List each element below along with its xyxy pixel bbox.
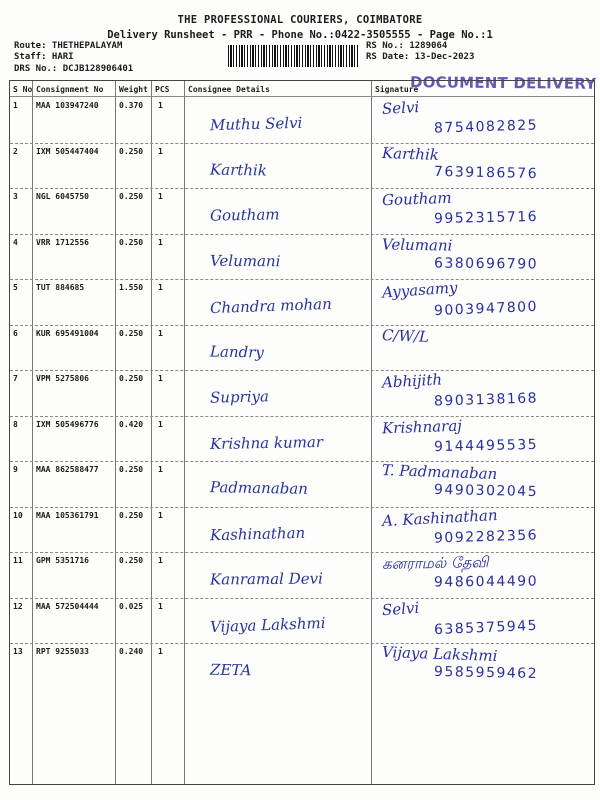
row-sno: 10 [13,510,23,520]
row-consignee-name: Muthu Selvi [209,113,303,135]
row-weight: 0.250 [119,237,144,247]
row-sno: 6 [13,328,18,338]
row-consignee-name: ZETA [209,660,252,680]
row-phone: 8903138168 [433,390,539,410]
row-consignment-no: GPM 5351716 [36,556,89,565]
row-weight: 0.250 [119,374,144,383]
row-pcs: 1 [158,146,163,156]
row-sno: 1 [13,101,18,110]
row-sno: 11 [13,556,23,565]
row-signature: Abhijith [381,370,443,392]
row-consignee-name: Supriya [209,387,270,407]
col-sno: S No [13,85,33,94]
row-consignee-name: Kashinathan [209,523,306,544]
row-consignee-name: Vijaya Lakshmi [209,613,326,636]
row-consignee-name: Goutham [209,205,280,225]
row-sno: 3 [13,192,18,201]
staff-label: Staff: HARI [14,52,74,62]
runsheet-table [9,80,595,785]
drs-label: DRS No.: DCJB128906401 [14,64,134,74]
row-signature: A. Kashinathan [381,505,498,530]
row-consignee-name: Padmanaban [209,478,309,498]
row-pcs: 1 [158,419,163,429]
route-label: Route: THETHEPALAYAM [14,41,123,51]
row-weight: 0.370 [119,101,144,110]
row-sno: 8 [13,419,18,429]
row-consignment-no: MAA 105361791 [36,510,99,520]
row-pcs: 1 [158,328,163,338]
row-signature: Selvi [381,98,420,118]
runsheet-subtitle: Delivery Runsheet - PRR - Phone No.:0422-3505555 - Page No.:1 [107,29,493,41]
row-weight: 0.240 [119,647,144,656]
row-consignment-no: NGL 6045750 [36,192,89,201]
row-consignment-no: VPM 5275806 [36,374,89,383]
row-phone: 9144495535 [433,436,539,455]
row-signature: Vijaya Lakshmi [381,642,498,666]
row-sno: 7 [13,374,18,383]
row-weight: 0.250 [119,146,144,156]
row-consignee-name: Krishna kumar [209,432,324,453]
row-consignment-no: TUT 884685 [36,283,85,292]
row-consignment-no: VRR 1712556 [36,237,89,247]
row-sno: 12 [13,601,23,611]
row-phone: 9003947800 [433,298,539,320]
col-consignment: Consignment No [36,85,104,94]
row-signature: Ayyasamy [381,278,459,302]
document-delivery-stamp: DOCUMENT DELIVERY [409,73,597,93]
row-consignee-name: Chandra mohan [209,294,333,318]
row-pcs: 1 [158,283,163,292]
row-sno: 2 [13,146,18,156]
row-signature: கனராமல் தேவி [381,553,489,573]
row-signature: Karthik [381,143,440,164]
row-pcs: 1 [158,647,163,656]
row-pcs: 1 [158,556,163,565]
row-weight: 0.250 [119,556,144,565]
row-phone: 7639186576 [433,163,539,182]
row-sno: 4 [13,237,18,247]
row-pcs: 1 [158,374,163,383]
company-title: THE PROFESSIONAL COURIERS, COIMBATORE [177,14,423,26]
row-phone: 8754082825 [433,117,539,137]
row-consignment-no: IXM 505447404 [36,146,99,156]
rs-number: RS No.: 1289064 [366,41,448,51]
row-weight: 0.250 [119,465,144,474]
col-signature: Signature [375,85,419,94]
row-sno: 13 [13,647,23,656]
row-weight: 0.420 [119,419,144,429]
row-pcs: 1 [158,465,163,474]
row-pcs: 1 [158,101,163,110]
row-consignment-no: MAA 862588477 [36,465,99,474]
row-consignment-no: IXM 505496776 [36,419,99,429]
row-consignee-name: Landry [209,342,264,361]
row-signature: T. Padmanaban [381,460,498,484]
row-signature: C/W/L [381,325,430,346]
barcode [228,45,360,67]
row-signature: Selvi [381,598,420,619]
row-signature: Goutham [381,188,452,210]
row-phone: 6380696790 [433,254,539,273]
row-consignment-no: MAA 103947240 [36,101,99,110]
row-sno: 5 [13,283,18,292]
row-weight: 0.250 [119,510,144,520]
row-phone: 9585959462 [433,663,539,683]
row-consignment-no: RPT 9255033 [36,647,89,656]
row-phone: 9490302045 [433,481,539,501]
row-consignee-name: Karthik [209,160,268,179]
row-phone: 9092282356 [433,526,539,547]
row-pcs: 1 [158,510,163,520]
rs-date: RS Date: 13-Dec-2023 [366,52,475,62]
row-phone: 9952315716 [433,208,539,228]
col-pcs: PCS [155,85,170,94]
row-weight: 0.250 [119,328,144,338]
row-sno: 9 [13,465,18,474]
row-phone: 9486044490 [433,573,539,591]
row-consignment-no: MAA 572504444 [36,601,99,611]
row-pcs: 1 [158,237,163,247]
col-weight: Weight [119,85,148,94]
col-consignee: Consignee Details [188,85,270,94]
row-consignee-name: Kanramal Devi [209,569,323,589]
row-signature: Velumani [381,234,453,255]
row-pcs: 1 [158,601,163,611]
row-phone: 6385375945 [433,617,539,638]
row-weight: 1.550 [119,283,144,292]
row-pcs: 1 [158,192,163,201]
row-consignment-no: KUR 695491004 [36,328,99,338]
row-weight: 0.250 [119,192,144,201]
row-weight: 0.025 [119,601,144,611]
row-consignee-name: Velumani [209,251,281,270]
row-signature: Krishnaraj [381,416,463,437]
